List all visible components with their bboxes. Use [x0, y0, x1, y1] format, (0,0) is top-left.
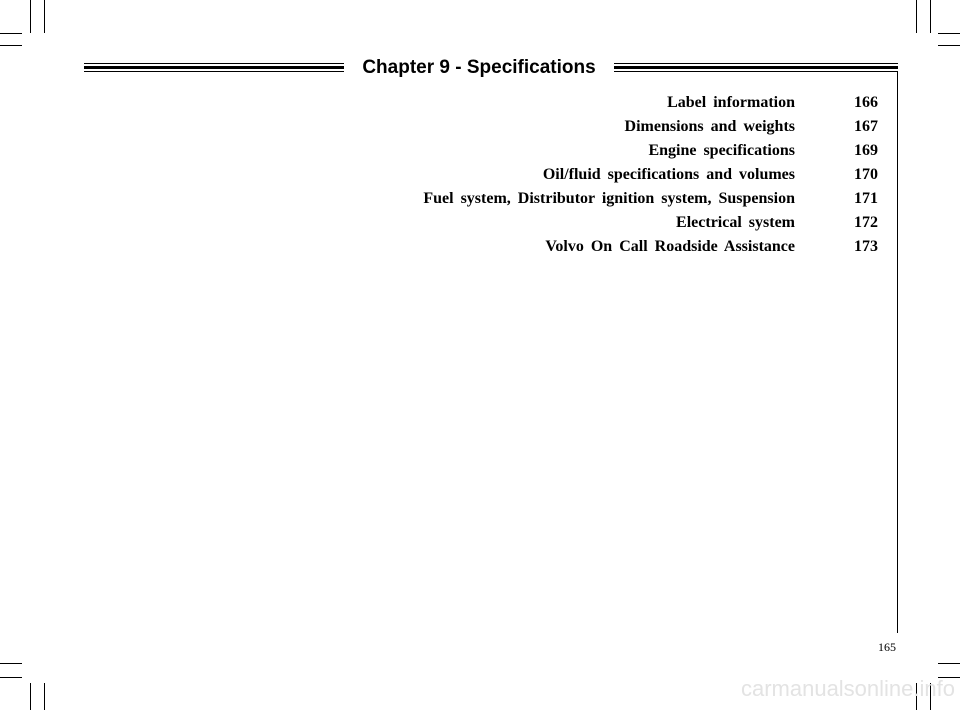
crop-mark	[30, 0, 31, 33]
crop-mark	[0, 33, 22, 34]
crop-mark	[44, 0, 45, 33]
crop-mark	[0, 45, 22, 46]
toc-entry[interactable]	[300, 211, 880, 235]
crop-mark	[930, 0, 931, 33]
toc-entry[interactable]	[300, 91, 880, 115]
page-border	[897, 71, 898, 633]
crop-mark	[916, 0, 917, 33]
watermark: carmanualsonline.info	[740, 676, 955, 701]
toc-entry[interactable]	[300, 139, 880, 163]
toc-entry-page: 173	[854, 238, 878, 255]
toc-entry-page: 167	[854, 118, 878, 135]
table-of-contents	[300, 91, 880, 259]
crop-mark	[44, 683, 45, 710]
toc-entry-page: 172	[854, 214, 878, 231]
toc-entry[interactable]	[300, 235, 880, 259]
toc-entry-label: Fuel system, Distributor ignition system, Suspension	[423, 190, 795, 207]
crop-mark	[0, 663, 22, 664]
toc-entry-label: Dimensions and weights	[624, 118, 795, 135]
toc-entry[interactable]	[300, 115, 880, 139]
toc-entry[interactable]	[300, 163, 880, 187]
toc-entry-page: 166	[854, 94, 878, 111]
toc-entry-label: Label information	[667, 94, 795, 111]
toc-entry-label: Electrical system	[676, 214, 795, 231]
crop-mark	[30, 683, 31, 710]
toc-entry-page: 171	[854, 190, 878, 207]
header-rule-right	[614, 63, 898, 73]
toc-entry[interactable]	[300, 187, 880, 211]
header-rule-left	[84, 63, 344, 73]
crop-mark	[938, 33, 960, 34]
toc-entry-page: 170	[854, 166, 878, 183]
page-number: 165	[878, 640, 896, 654]
toc-entry-label: Volvo On Call Roadside Assistance	[545, 238, 795, 255]
chapter-title: Chapter 9 - Specifications	[362, 57, 596, 78]
toc-entry-page: 169	[854, 142, 878, 159]
crop-mark	[938, 663, 960, 664]
crop-mark	[938, 45, 960, 46]
toc-entry-label: Oil/fluid specifications and volumes	[542, 166, 795, 183]
toc-entry-label: Engine specifications	[648, 142, 795, 159]
crop-mark	[0, 677, 22, 678]
